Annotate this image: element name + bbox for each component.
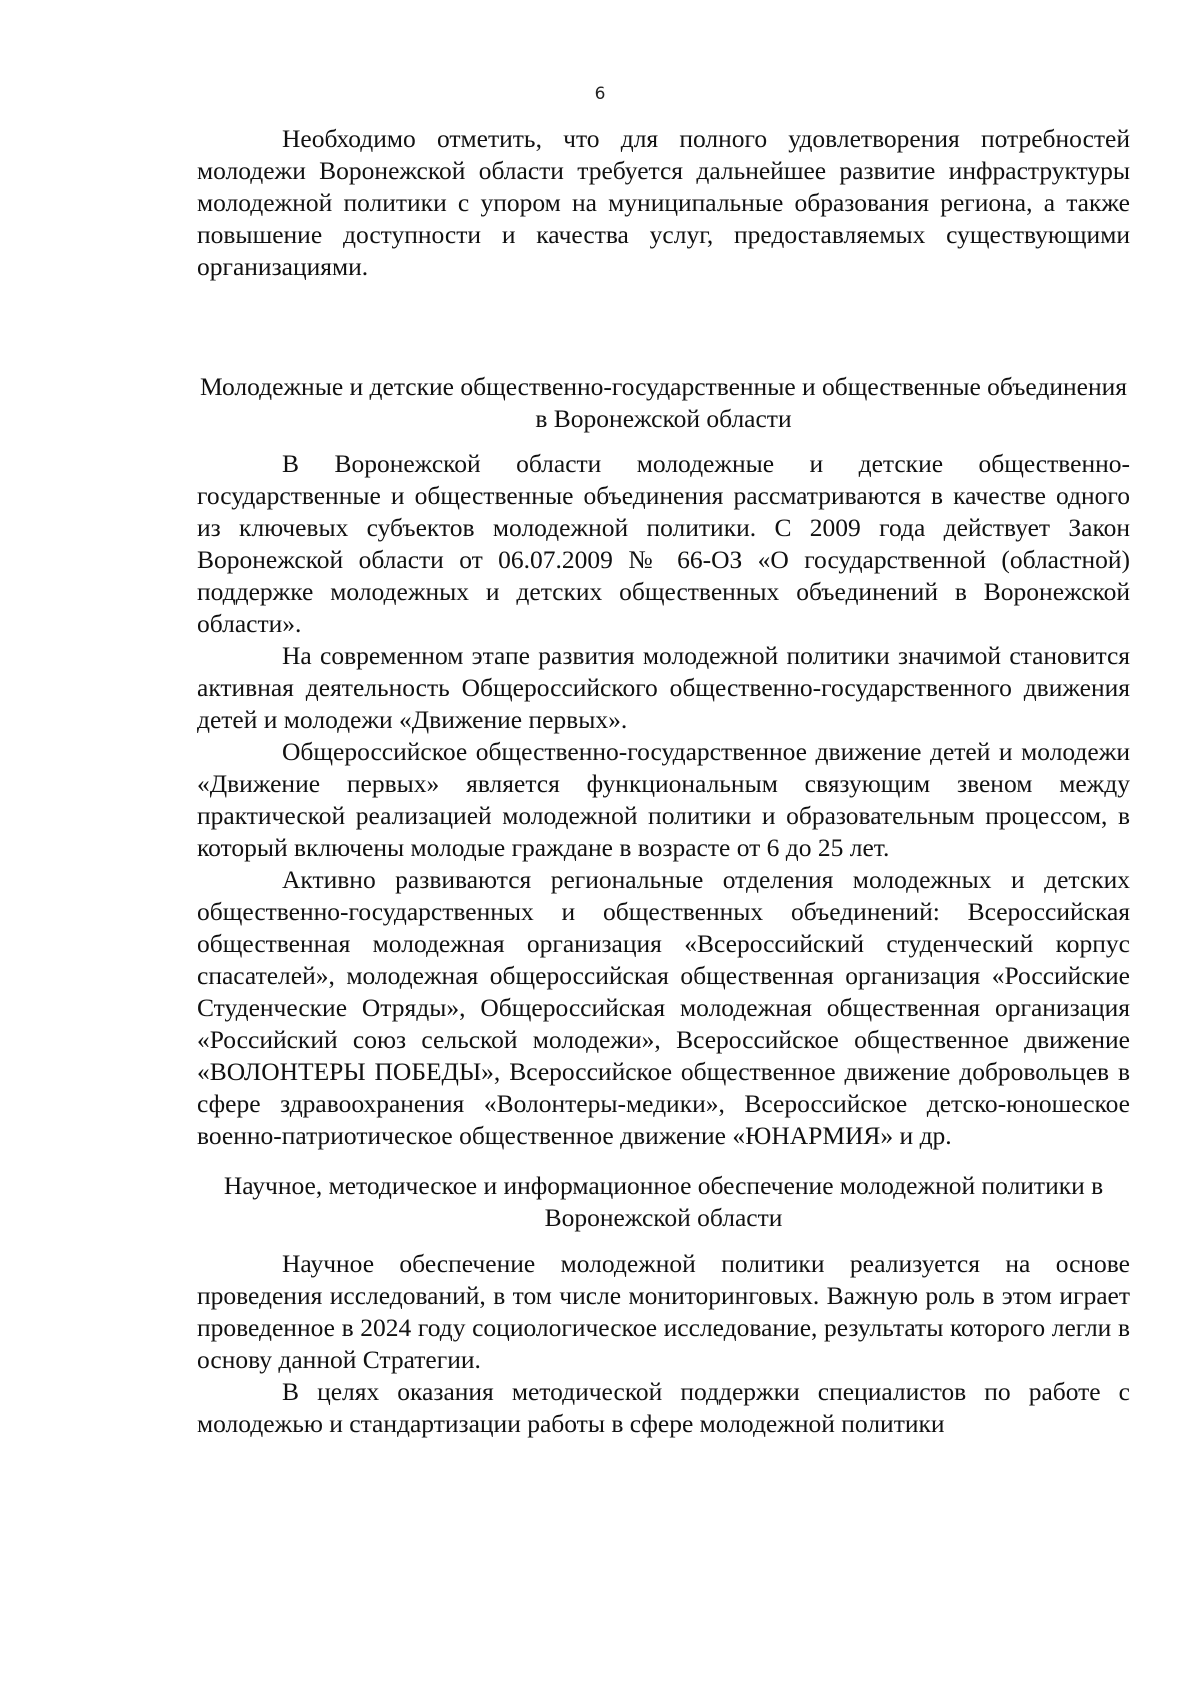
paragraph-movement-role: Общероссийское общественно-государственное движение детей и молодежи «Движение первых» является функциональным связующим звеном между практической реализацией молодежной политики и образовательным процессом, в который включены молодые граждане в возрасте от 6 до 25 лет. <box>197 737 1130 862</box>
section-heading-scientific-support: Научное, методическое и информационное обеспечение молодежной политики в Воронежской области <box>223 1171 1104 1232</box>
page-number: 6 <box>594 84 606 104</box>
section-heading-youth-associations: Молодежные и детские общественно-государственные и общественные объединения в Воронежской области <box>199 372 1128 433</box>
paragraph-infrastructure: Необходимо отметить, что для полного удовлетворения потребностей молодежи Воронежской области требуется дальнейшее развитие инфраструктуры молодежной политики с упором на муниципальные образования региона, а также повышение доступности и качества услуг, предоставляемых существующими организациями. <box>197 124 1130 281</box>
paragraph-regional-law: В Воронежской области молодежные и детские общественно-государственные и общественные объединения рассматриваются в качестве одного из ключевых субъектов молодежной политики. С 2009 года действует Закон Воронежской области от 06.07.2009 № 66-ОЗ «О государственной (областной) поддержке молодежных и детских общественных объединений в Воронежской области». <box>197 449 1130 638</box>
paragraph-research: Научное обеспечение молодежной политики реализуется на основе проведения исследований, в том числе мониторинговых. Важную роль в этом играет проведенное в 2024 году социологическое исследование, результаты которого легли в основу данной Стратегии. <box>197 1249 1130 1374</box>
document-body <box>197 123 1130 1440</box>
paragraph-methodical-support: В целях оказания методической поддержки специалистов по работе с молодежью и стандартизации работы в сфере молодежной политики <box>197 1377 1130 1438</box>
paragraph-regional-branches: Активно развиваются региональные отделения молодежных и детских общественно-государственных и общественных объединений: Всероссийская общественная молодежная организация «Всероссийский студенческий корпус спасателей», молодежная общероссийская общественная организация «Российские Студенческие Отряды», Общероссийская молодежная общественная организация «Российский союз сельской молодежи», Всероссийское общественное движение «ВОЛОНТЕРЫ ПОБЕДЫ», Всероссийское общественное движение добровольцев в сфере здравоохранения «Волонтеры-медики», Всероссийское детско-юношеское военно-патриотическое общественное движение «ЮНАРМИЯ» и др. <box>197 865 1130 1150</box>
paragraph-movement-firsts: На современном этапе развития молодежной политики значимой становится активная деятельность Общероссийского общественно-государственного движения детей и молодежи «Движение первых». <box>197 641 1130 734</box>
